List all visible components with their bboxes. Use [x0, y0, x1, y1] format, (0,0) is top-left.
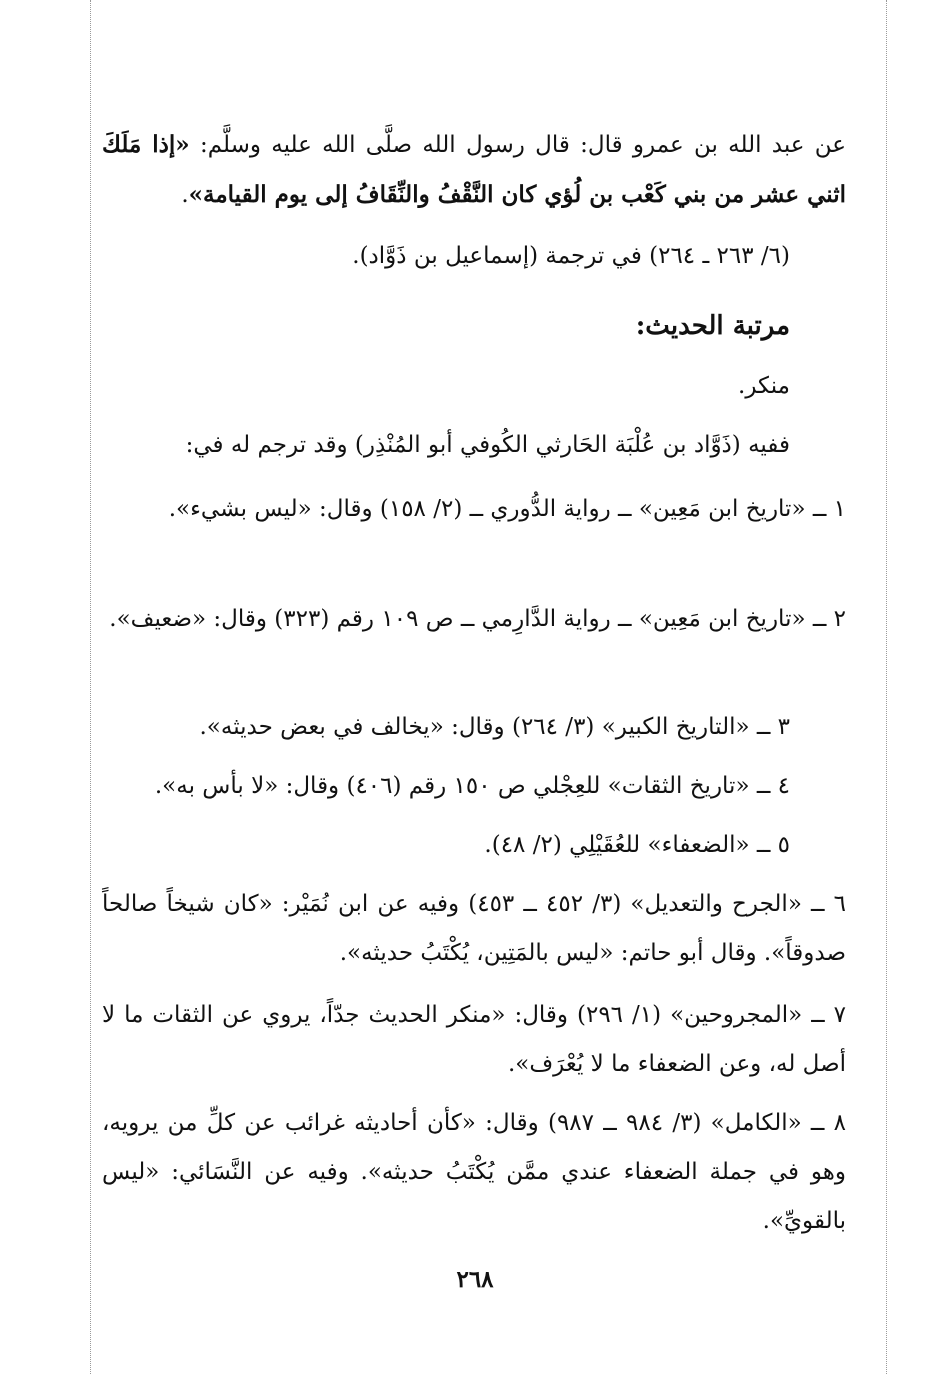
verdict-text: منكر. — [738, 373, 790, 399]
hadith-paragraph — [102, 120, 846, 220]
scan-margin-line-right — [886, 0, 887, 1374]
reference-item-3: ٣ ــ «التاريخ الكبير» (٣/ ٢٦٤) وقال: «يخالف في بعض حديثه». — [199, 714, 790, 740]
reference-item-5: ٥ ــ «الضعفاء» للعُقَيْلِي (٢/ ٤٨). — [484, 832, 790, 858]
reference-item-4: ٤ ــ «تاريخ الثقات» للعِجْلي ص ١٥٠ رقم (٤٠٦) وقال: «لا بأس به». — [154, 773, 790, 799]
reference-item-7: ٧ ــ «المجروحين» (١/ ٢٩٦) وقال: «منكر الحديث جدّاً، يروي عن الثقات ما لا أصل له، وعن الضعفاء ما لا يُعْرَف». — [102, 1002, 847, 1077]
reference-item-6: ٦ ــ «الجرح والتعديل» (٣/ ٤٥٢ ــ ٤٥٣) وفيه عن ابن نُمَيْر: «كان شيخاً صالحاً صدوقاً». وقال أبو حاتم: «ليس بالمَتِين، يُكْتَبُ حديثه». — [102, 891, 846, 966]
reference-item-8: ٨ ــ «الكامل» (٣/ ٩٨٤ ــ ٩٨٧) وقال: «كأن أحاديثه غرائب عن كلِّ من يرويه، وهو في جملة الضعفاء عندي ممَّن يُكْتَبُ حديثه». وفيه عن النَّسَائي: «ليس بالقويِّ». — [102, 1110, 847, 1234]
reference-item-2: ٢ ــ «تاريخ ابن مَعِين» ــ رواية الدَّارِمي ــ ص ١٠٩ رقم (٣٢٣) وقال: «ضعيف». — [109, 606, 846, 632]
hadith-intro: عن عبد الله بن عمرو قال: قال رسول الله صلَّى الله عليه وسلَّم: — [189, 132, 846, 158]
source-reference: (٦/ ٢٦٣ ـ ٢٦٤) في ترجمة (إسماعيل بن ذَوَّاد). — [352, 243, 790, 269]
reference-item-1: ١ ــ «تاريخ ابن مَعِين» ــ رواية الدُّوري ــ (٢/ ١٥٨) وقال: «ليس بشيء». — [168, 496, 846, 522]
narrator-intro: ففيه (ذَوَّاد بن عُلْبَة الحَارثي الكُوفي أبو المُنْذِر) وقد ترجم له في: — [185, 432, 790, 458]
page-number: ٢٦٨ — [456, 1266, 494, 1293]
scan-margin-line-left — [90, 0, 91, 1374]
hadith-text: «إذا مَلَكَ اثني عشر من بني كَعْب بن لُؤي كان النَّقْفُ والنِّقَافُ إلى يوم القيامة» — [102, 131, 846, 208]
hadith-end: . — [181, 182, 189, 208]
section-heading: مرتبة الحديث: — [635, 311, 790, 341]
